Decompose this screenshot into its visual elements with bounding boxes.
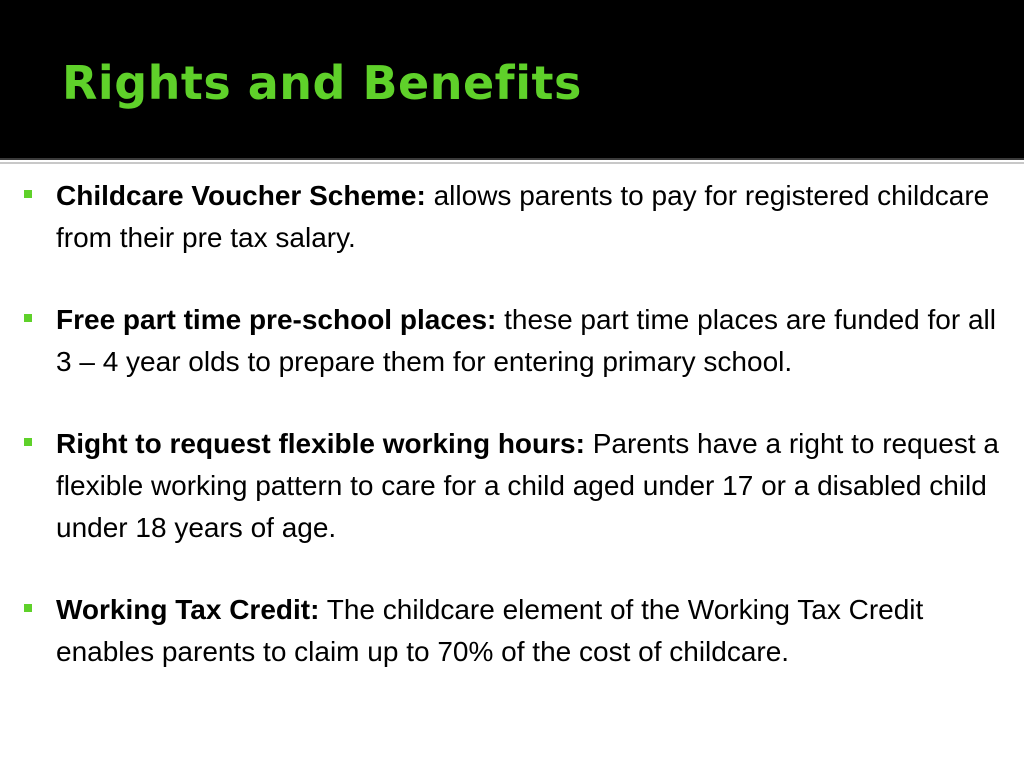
bullet-item-childcare-voucher [0,175,1024,259]
square-bullet-icon [24,438,32,446]
bullet-text: allows parents to pay for registered childcare from their pre tax salary. [56,180,990,253]
bullet-list [0,175,1024,713]
square-bullet-icon [24,314,32,322]
title-divider-shadow [0,162,1024,164]
bullet-term: Free part time pre-school places: [56,304,497,335]
square-bullet-icon [24,604,32,612]
bullet-text: these part time places are funded for all 3 – 4 year olds to prepare them for entering primary school. [56,304,996,377]
square-bullet-icon [24,190,32,198]
title-bar [0,0,1024,158]
bullet-term: Working Tax Credit: [56,594,320,625]
bullet-text: Parents have a right to request a flexible working pattern to care for a child aged under 17 or a disabled child under 18 years of age. [56,428,999,543]
bullet-text: The childcare element of the Working Tax Credit enables parents to claim up to 70% of the cost of childcare. [56,594,924,667]
slide-title: Rights and Benefits [62,56,582,110]
bullet-term: Childcare Voucher Scheme: [56,180,426,211]
bullet-item-flexible-working [0,423,1024,549]
bullet-item-preschool-places [0,299,1024,383]
bullet-item-working-tax-credit [0,589,1024,673]
bullet-term: Right to request flexible working hours: [56,428,585,459]
title-divider [0,158,1024,160]
